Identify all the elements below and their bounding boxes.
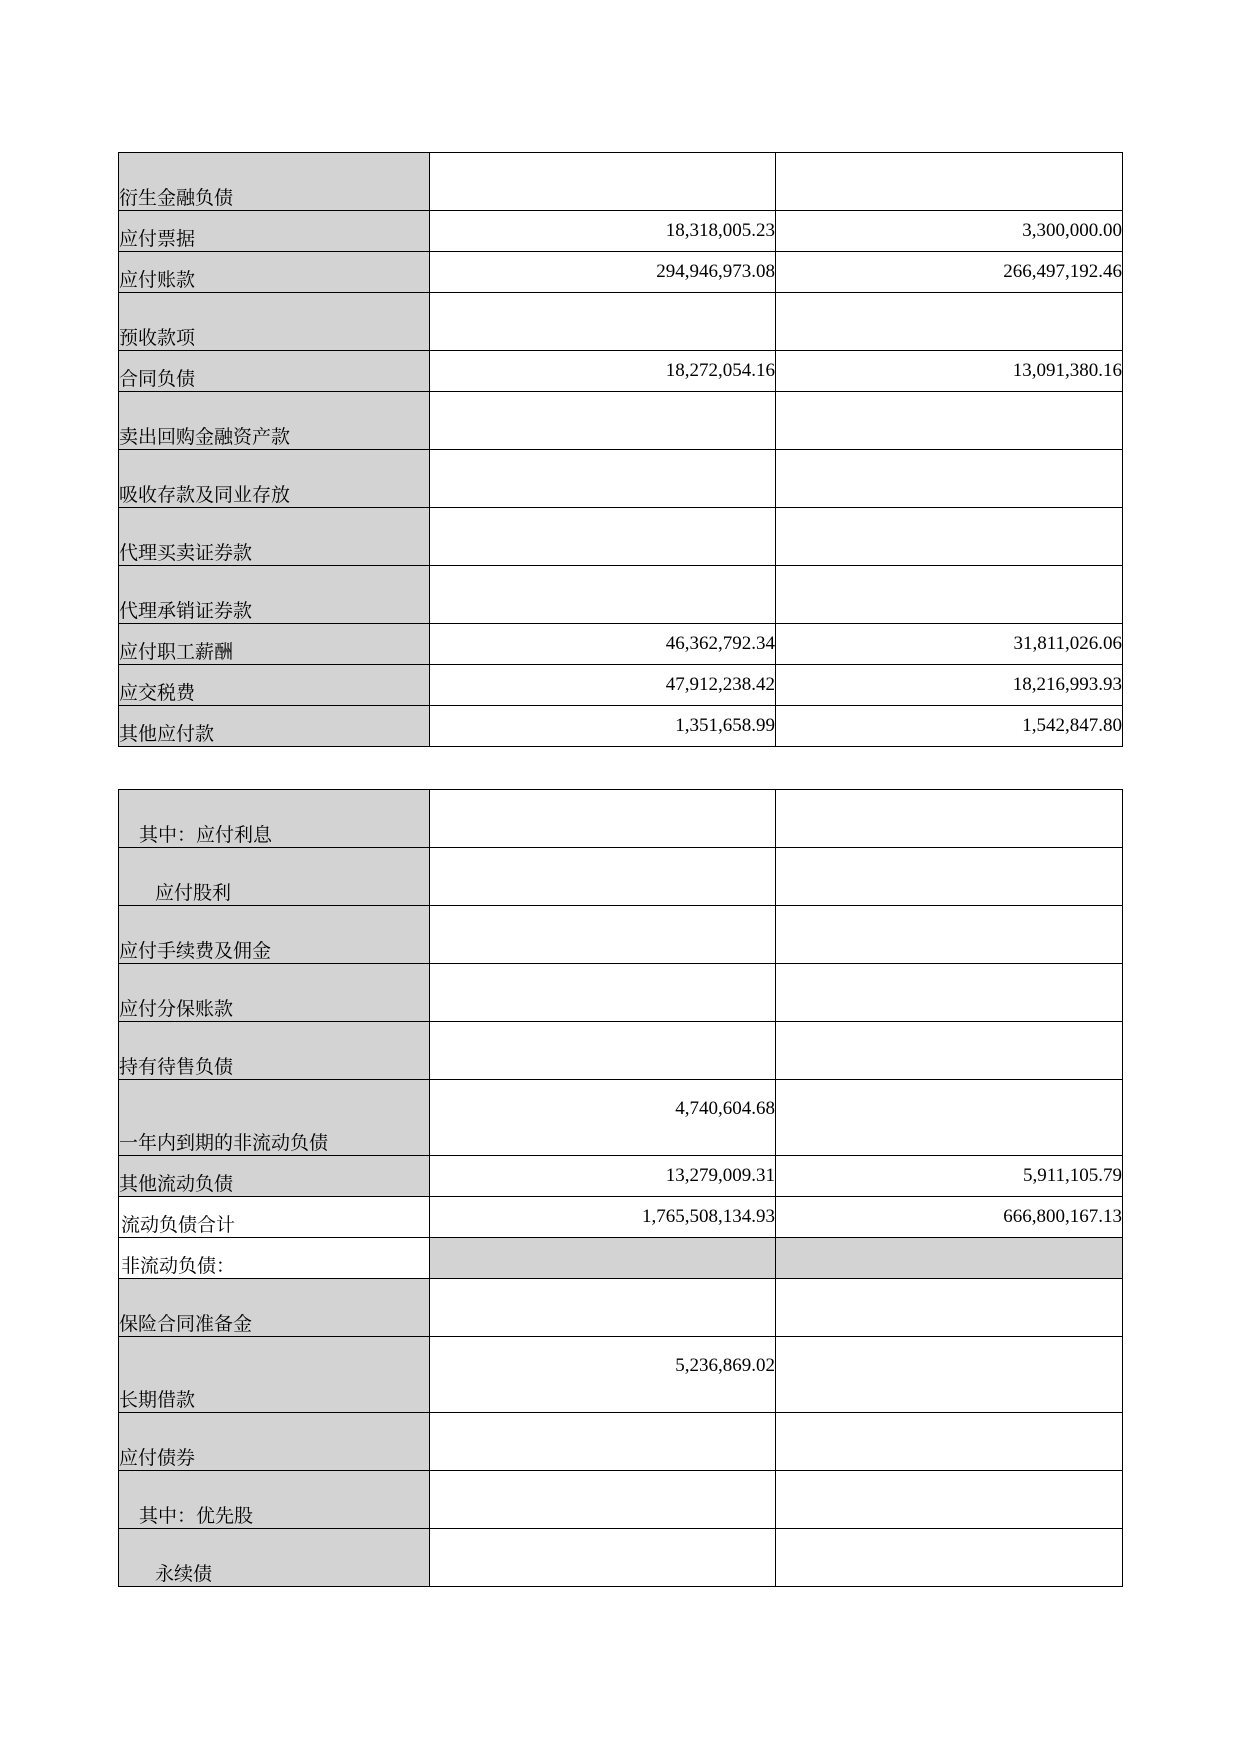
table-row xyxy=(119,665,1123,706)
prior-period-value xyxy=(776,450,1123,508)
table-row xyxy=(119,293,1123,351)
table-row xyxy=(119,1471,1123,1529)
row-label: 应付手续费及佣金 xyxy=(119,906,430,964)
prior-period-value: 18,216,993.93 xyxy=(776,665,1123,706)
current-period-value xyxy=(430,964,776,1022)
prior-period-value xyxy=(776,1022,1123,1080)
table-row xyxy=(119,906,1123,964)
current-period-value xyxy=(430,1529,776,1587)
prior-period-value: 666,800,167.13 xyxy=(776,1197,1123,1238)
table-row xyxy=(119,1080,1123,1156)
prior-period-value xyxy=(776,1471,1123,1529)
prior-period-value xyxy=(776,848,1123,906)
current-period-value xyxy=(430,1279,776,1337)
table-row xyxy=(119,450,1123,508)
row-label: 一年内到期的非流动负债 xyxy=(119,1080,430,1156)
prior-period-value xyxy=(776,153,1123,211)
current-period-value xyxy=(430,566,776,624)
current-period-value xyxy=(430,790,776,848)
prior-period-value xyxy=(776,1080,1123,1156)
table-row xyxy=(119,1529,1123,1587)
current-period-value xyxy=(430,906,776,964)
row-label: 其中：优先股 xyxy=(119,1471,430,1529)
row-label: 吸收存款及同业存放 xyxy=(119,450,430,508)
prior-period-value: 5,911,105.79 xyxy=(776,1156,1123,1197)
table-row xyxy=(119,848,1123,906)
table-row xyxy=(119,964,1123,1022)
table-row xyxy=(119,790,1123,848)
current-period-value: 1,351,658.99 xyxy=(430,706,776,747)
current-period-value xyxy=(430,1022,776,1080)
table-row xyxy=(119,1337,1123,1413)
row-label: 应付职工薪酬 xyxy=(119,624,430,665)
row-label: 流动负债合计 xyxy=(119,1197,430,1238)
prior-period-value xyxy=(776,1529,1123,1587)
table-row xyxy=(119,624,1123,665)
row-label: 应付股利 xyxy=(119,848,430,906)
current-period-value: 18,272,054.16 xyxy=(430,351,776,392)
balance-sheet-table-1 xyxy=(118,152,1123,747)
table-row xyxy=(119,1022,1123,1080)
current-period-value xyxy=(430,153,776,211)
current-period-value xyxy=(430,508,776,566)
table-row-section-header xyxy=(119,1238,1123,1279)
prior-period-value xyxy=(776,906,1123,964)
current-period-value xyxy=(430,1413,776,1471)
table-row xyxy=(119,1413,1123,1471)
current-period-value: 5,236,869.02 xyxy=(430,1337,776,1413)
row-label: 应付分保账款 xyxy=(119,964,430,1022)
prior-period-value xyxy=(776,392,1123,450)
prior-period-value: 3,300,000.00 xyxy=(776,211,1123,252)
row-label: 合同负债 xyxy=(119,351,430,392)
row-label: 应付账款 xyxy=(119,252,430,293)
current-period-value: 47,912,238.42 xyxy=(430,665,776,706)
current-period-value xyxy=(430,848,776,906)
row-label: 应付债券 xyxy=(119,1413,430,1471)
row-label: 预收款项 xyxy=(119,293,430,351)
table-row xyxy=(119,566,1123,624)
balance-sheet-table-2 xyxy=(118,789,1123,1587)
row-label: 永续债 xyxy=(119,1529,430,1587)
current-period-value xyxy=(430,293,776,351)
row-label: 其他应付款 xyxy=(119,706,430,747)
current-period-value xyxy=(430,392,776,450)
table-row xyxy=(119,508,1123,566)
table-row xyxy=(119,392,1123,450)
current-period-value: 18,318,005.23 xyxy=(430,211,776,252)
row-label: 其中：应付利息 xyxy=(119,790,430,848)
row-label: 应交税费 xyxy=(119,665,430,706)
row-label: 卖出回购金融资产款 xyxy=(119,392,430,450)
current-period-value xyxy=(430,1238,776,1279)
row-label: 衍生金融负债 xyxy=(119,153,430,211)
prior-period-value xyxy=(776,1238,1123,1279)
row-label: 其他流动负债 xyxy=(119,1156,430,1197)
table-row xyxy=(119,1156,1123,1197)
prior-period-value: 1,542,847.80 xyxy=(776,706,1123,747)
row-label: 应付票据 xyxy=(119,211,430,252)
row-label: 持有待售负债 xyxy=(119,1022,430,1080)
table-row xyxy=(119,706,1123,747)
prior-period-value: 31,811,026.06 xyxy=(776,624,1123,665)
current-period-value: 13,279,009.31 xyxy=(430,1156,776,1197)
prior-period-value xyxy=(776,1413,1123,1471)
row-label: 长期借款 xyxy=(119,1337,430,1413)
prior-period-value xyxy=(776,790,1123,848)
table-row xyxy=(119,153,1123,211)
prior-period-value xyxy=(776,508,1123,566)
prior-period-value xyxy=(776,566,1123,624)
current-period-value: 294,946,973.08 xyxy=(430,252,776,293)
row-label: 保险合同准备金 xyxy=(119,1279,430,1337)
row-label: 非流动负债： xyxy=(119,1238,430,1279)
row-label: 代理承销证券款 xyxy=(119,566,430,624)
prior-period-value: 13,091,380.16 xyxy=(776,351,1123,392)
table-row xyxy=(119,1279,1123,1337)
table-row xyxy=(119,252,1123,293)
row-label: 代理买卖证券款 xyxy=(119,508,430,566)
current-period-value: 4,740,604.68 xyxy=(430,1080,776,1156)
table-row-total xyxy=(119,1197,1123,1238)
current-period-value xyxy=(430,450,776,508)
current-period-value xyxy=(430,1471,776,1529)
prior-period-value xyxy=(776,293,1123,351)
prior-period-value xyxy=(776,964,1123,1022)
table-row xyxy=(119,351,1123,392)
prior-period-value xyxy=(776,1279,1123,1337)
current-period-value: 46,362,792.34 xyxy=(430,624,776,665)
prior-period-value xyxy=(776,1337,1123,1413)
table-row xyxy=(119,211,1123,252)
current-period-value: 1,765,508,134.93 xyxy=(430,1197,776,1238)
prior-period-value: 266,497,192.46 xyxy=(776,252,1123,293)
